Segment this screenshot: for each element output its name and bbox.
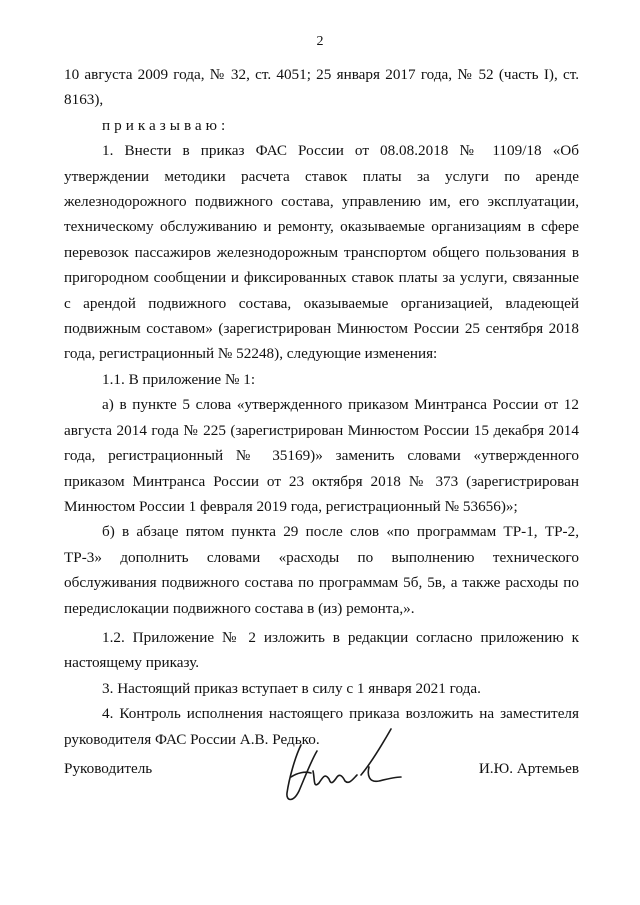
paragraph-item-b: б) в абзаце пятом пункта 29 после слов «по программам ТР-1, ТР-2, ТР-3» дополнить словами «расходы по выполнению технического обслуживания подвижного состава по программам 5б, 5в, а также расходы по передислокации подвижного состава в (из) ремонта,».: [64, 523, 579, 617]
signer-position: Руководитель: [64, 760, 153, 777]
paragraph-item-1-2: 1.2. Приложение № 2 изложить в редакции согласно приложению к настоящему приказу.: [64, 628, 579, 672]
signer-name: И.Ю. Артемьев: [478, 760, 579, 777]
signature-block: [64, 760, 579, 786]
paragraph-item-3: 3. Настоящий приказ вступает в силу с 1 января 2021 года.: [102, 679, 481, 697]
paragraph-item-4: 4. Контроль исполнения настоящего приказа возложить на заместителя руководителя ФАС России А.В. Редько.: [64, 705, 579, 748]
paragraph-order-word: приказываю:: [102, 116, 230, 134]
paragraph-item-1-1: 1.1. В приложение № 1:: [102, 370, 256, 388]
page-number: 2: [316, 34, 324, 49]
document-body: [64, 62, 579, 752]
paragraph-item-a: а) в пункте 5 слова «утвержденного приказом Минтранса России от 12 августа 2014 года № 225 (зарегистрирован Минюстом России 15 декабря 2014 года, регистрационный № 35169)» заменить словами «утвержденного приказом Минтранса России от 23 октября 2018 № 373 (зарегистрирован Минюстом России 1 февраля 2019 года, регистрационный № 53656)»;: [64, 396, 579, 515]
paragraph-legal-sources: 10 августа 2009 года, № 32, ст. 4051; 25 января 2017 года, № 52 (часть I), ст. 8163),: [64, 66, 579, 109]
paragraph-item-1: 1. Внести в приказ ФАС России от 08.08.2018 № 1109/18 «Об утверждении методики расчета ставок платы за услуги по аренде железнодорожного подвижного состава, управлению им, его эксплуатации, техническому обслуживанию и ремонту, оказываемые организациям в сфере перевозок пассажиров железнодорожным транспортом общего пользования в пригородном сообщении и фиксированных ставок платы за услуги, связанные с арендой подвижного состава, оказываемые организацией, владеющей подвижным составом» (зарегистрирован Минюстом России 25 сентября 2018 года, регистрационный № 52248), следующие изменения:: [64, 142, 579, 363]
